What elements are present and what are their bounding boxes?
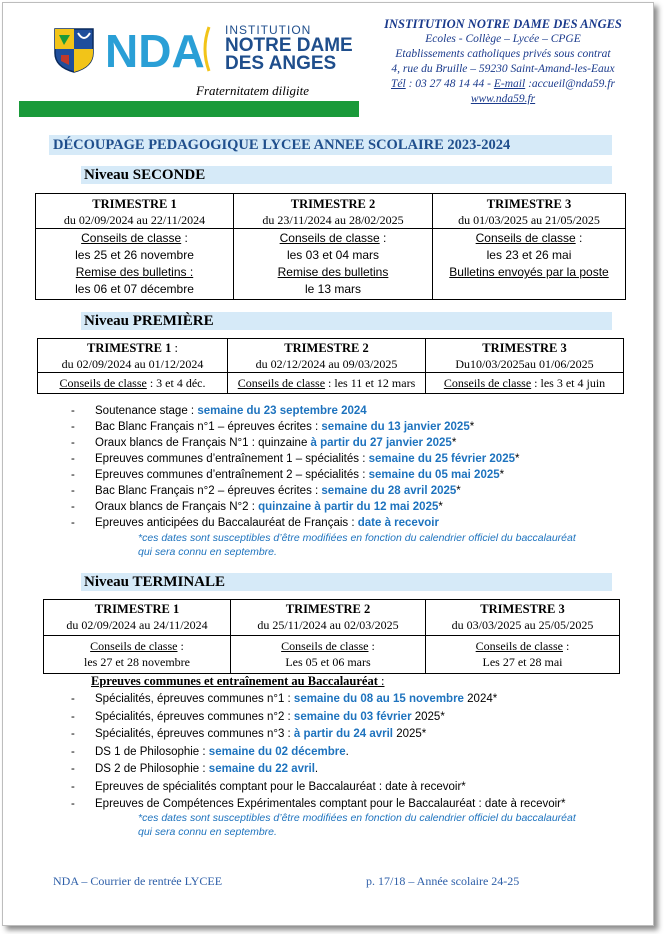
seconde-t2-name: TRIMESTRE 2 — [290, 197, 376, 211]
conseils-sep: : — [177, 639, 184, 653]
seconde-t3-conseils-dates: les 23 et 26 mai — [486, 248, 572, 262]
seconde-t1-header — [36, 194, 234, 229]
terminale-t2-dates: du 25/11/2024 au 02/03/2025 — [257, 618, 399, 632]
list-item: - Spécialités, épreuves communes n°1 : semaine du 08 au 15 novembre 2024* — [71, 693, 498, 705]
note-line: *ces dates sont susceptibles d’être modifiées en fonction du calendrier officiel du baccalauréat — [138, 812, 576, 824]
seconde-t1-remise-label: Remise des bulletins : — [75, 265, 194, 279]
list-item: - Spécialités, épreuves communes n°2 : semaine du 03 février 2025* — [71, 710, 445, 723]
table-row — [36, 194, 626, 229]
seconde-table — [35, 193, 626, 300]
conseils-label: Conseils de classe — [81, 231, 182, 245]
terminale-t3-dates: du 03/03/2025 au 25/05/2025 — [451, 618, 594, 632]
conseils-label: Conseils de classe — [475, 639, 563, 653]
tel-value: : 03 27 48 14 44 - — [405, 78, 494, 90]
table-row — [38, 373, 624, 394]
conseils-dates: les 27 et 28 novembre — [84, 655, 190, 669]
conseils-sep: : — [575, 231, 583, 245]
list-item: - Epreuves anticipées du Baccalauréat de Français : date à recevoir — [71, 517, 439, 529]
contact-block — [375, 17, 631, 107]
tel-label: Tél — [391, 78, 406, 90]
table-row — [44, 636, 620, 674]
premiere-t3-conseils — [426, 373, 624, 394]
list-item: - Bac Blanc Français n°2 – épreuves écrites : semaine du 28 avril 2025* — [71, 485, 461, 497]
seconde-t2-dates: du 23/11/2024 au 28/02/2025 — [262, 213, 404, 227]
premiere-t2-dates: du 02/12/2024 au 09/03/2025 — [255, 357, 398, 371]
table-row — [36, 229, 626, 300]
premiere-table — [37, 338, 624, 394]
green-banner — [19, 101, 359, 117]
seconde-t3-remise-label: Bulletins envoyés par la poste — [449, 265, 609, 279]
conseils-sep: : — [368, 639, 375, 653]
footer-left: NDA – Courrier de rentrée LYCEE — [53, 874, 223, 888]
document-page — [2, 2, 654, 926]
email-value[interactable]: :accueil@nda59.fr — [525, 78, 615, 90]
terminale-t3-conseils — [426, 636, 620, 674]
conseils-dates: Les 05 et 06 mars — [285, 655, 371, 669]
nda-logo — [105, 25, 215, 73]
list-item: - Spécialités, épreuves communes n°3 : à partir du 24 avril 2025* — [71, 728, 427, 740]
seconde-heading: Niveau SECONDE — [84, 167, 206, 183]
premiere-t3-header — [426, 339, 624, 373]
seconde-t3-header — [433, 194, 626, 229]
seconde-t2-remise-dates: le 13 mars — [304, 282, 362, 296]
list-item: - Epreuves de Compétences Expérimentales comptant pour le Baccalauréat : date à recevoir* — [71, 798, 566, 810]
premiere-t2-header — [228, 339, 426, 373]
terminale-t2-name: TRIMESTRE 2 — [285, 602, 371, 616]
conseils-sep: : — [181, 231, 188, 245]
premiere-t3-dates: Du10/03/2025au 01/06/2025 — [455, 357, 594, 371]
seconde-t1-conseils — [36, 230, 233, 247]
premiere-t1-name-text: TRIMESTRE 1 — [86, 341, 172, 355]
table-row — [38, 339, 624, 373]
premiere-events-list — [55, 403, 519, 531]
terminale-t1-conseils — [44, 636, 231, 674]
seconde-t3-dates: du 01/03/2025 au 21/05/2025 — [458, 213, 600, 227]
seconde-t2-conseils — [234, 230, 432, 247]
logo-institution-label: INSTITUTION — [225, 23, 312, 37]
terminale-t1-dates: du 02/09/2024 au 24/11/2024 — [66, 618, 208, 632]
seconde-t1-dates: du 02/09/2024 au 22/11/2024 — [63, 213, 206, 227]
crest-shield-icon — [53, 27, 95, 73]
conseils-dates: Les 27 et 28 mai — [482, 655, 563, 669]
premiere-t3-name: TRIMESTRE 3 — [482, 341, 567, 355]
conseils-label: Conseils de classe — [281, 639, 369, 653]
terminale-t2-header — [231, 600, 426, 636]
premiere-t1-header — [38, 339, 228, 373]
terminale-table — [43, 599, 620, 674]
premiere-t1-name-suffix: : — [171, 341, 178, 355]
motto: Fraternitatem diligite — [196, 83, 310, 98]
seconde-t3-conseils — [433, 230, 625, 247]
footer-page-number: p. 17/18 – Année scolaire 24-25 — [366, 874, 520, 888]
contact-address: 4, rue du Bruille – 59230 Saint-Amand-les-Eaux — [391, 63, 615, 75]
seconde-t1-remise-dates: les 06 et 07 décembre — [75, 282, 194, 296]
premiere-t1-dates: du 02/09/2024 au 01/12/2024 — [61, 357, 204, 371]
premiere-t1-name — [38, 340, 227, 356]
conseils-label: Conseils de classe — [59, 376, 147, 390]
list-item: - Soutenance stage : semaine du 23 septembre 2024 — [71, 405, 367, 417]
seconde-t2-header — [234, 194, 433, 229]
seconde-t2-remise-label: Remise des bulletins — [277, 265, 389, 279]
premiere-t2-conseils — [228, 373, 426, 394]
note-line: *ces dates sont susceptibles d’être modifiées en fonction du calendrier officiel du baccalauréat — [138, 532, 576, 544]
logo-institution-name — [225, 23, 353, 73]
list-item: - Epreuves de spécialités comptant pour le Baccalauréat : date à recevoir* — [71, 780, 466, 793]
logo-name-line2: DES ANGES — [225, 53, 337, 74]
note-line: qui sera connu en septembre. — [138, 826, 277, 838]
website-link[interactable]: www.nda59.fr — [470, 93, 536, 105]
page-title: DÉCOUPAGE PEDAGOGIQUE LYCEE ANNEE SCOLAIRE 2023-2024 — [53, 137, 511, 153]
list-item: - DS 1 de Philosophie : semaine du 02 décembre. — [71, 745, 349, 758]
list-item: - DS 2 de Philosophie : semaine du 22 avril. — [71, 763, 319, 775]
list-item: - Bac Blanc Français n°1 – épreuves écrites : semaine du 13 janvier 2025* — [71, 421, 475, 433]
logo-name-line1: NOTRE DAME — [225, 35, 353, 56]
conseils-label: Conseils de classe — [443, 376, 532, 390]
terminale-t3-name: TRIMESTRE 3 — [480, 602, 565, 616]
premiere-t2-name: TRIMESTRE 2 — [284, 341, 369, 355]
conseils-label: Conseils de classe — [279, 231, 380, 245]
conseils-sep: : — [562, 639, 570, 653]
contact-type: Etablissements catholiques privés sous contrat — [395, 48, 611, 60]
conseils-label: Conseils de classe — [90, 639, 178, 653]
seconde-t3-name: TRIMESTRE 3 — [486, 197, 572, 211]
conseils-sep: : — [379, 231, 387, 245]
note-line: qui sera connu en septembre. — [138, 546, 277, 558]
seconde-t2-details — [234, 229, 433, 300]
terminale-t1-name: TRIMESTRE 1 — [94, 602, 180, 616]
seconde-t3-details — [433, 229, 626, 300]
terminale-t1-header — [44, 600, 231, 636]
premiere-heading: Niveau PREMIÈRE — [84, 313, 214, 329]
conseils-label: Conseils de classe — [475, 231, 576, 245]
subheading-text: Epreuves communes et entraînement au Baccalauréat — [91, 674, 378, 688]
list-item: - Oraux blancs de Français N°1 : quinzaine à partir du 27 janvier 2025* — [71, 437, 457, 449]
logo-nda-text: NDA — [105, 25, 205, 73]
conseils-label: Conseils de classe — [237, 376, 326, 390]
conseils-text: : les 3 et 4 juin — [531, 376, 606, 390]
list-item: - Epreuves communes d’entraînement 1 – spécialités : semaine du 25 février 2025* — [71, 453, 520, 465]
table-row — [44, 600, 620, 636]
conseils-text: : les 11 et 12 mars — [325, 376, 416, 390]
terminale-t3-header — [426, 600, 620, 636]
seconde-t1-conseils-dates: les 25 et 26 novembre — [75, 248, 194, 262]
terminale-t2-conseils — [231, 636, 426, 674]
list-item: - Oraux blancs de Français N°2 : quinzaine à partir du 12 mai 2025* — [71, 501, 443, 513]
premiere-footnote — [138, 531, 576, 559]
subheading-tail: : — [377, 674, 385, 688]
contact-schools: Ecoles - Collège – Lycée – CPGE — [425, 33, 581, 45]
terminale-subheading — [91, 674, 385, 689]
list-item: - Epreuves communes d’entraînement 2 – spécialités : semaine du 05 mai 2025* — [71, 469, 505, 481]
terminale-footnote — [138, 811, 576, 839]
terminale-events-list — [55, 691, 565, 812]
conseils-text: : 3 et 4 déc. — [146, 376, 206, 390]
email-label: E-mail — [493, 78, 526, 90]
seconde-t2-conseils-dates: les 03 et 04 mars — [286, 248, 380, 262]
contact-phone-email — [375, 77, 631, 92]
premiere-t1-conseils — [38, 373, 228, 394]
contact-name: INSTITUTION NOTRE DAME DES ANGES — [384, 17, 622, 31]
seconde-t1-details — [36, 229, 234, 300]
seconde-t1-name: TRIMESTRE 1 — [92, 197, 177, 211]
terminale-heading: Niveau TERMINALE — [84, 574, 225, 590]
